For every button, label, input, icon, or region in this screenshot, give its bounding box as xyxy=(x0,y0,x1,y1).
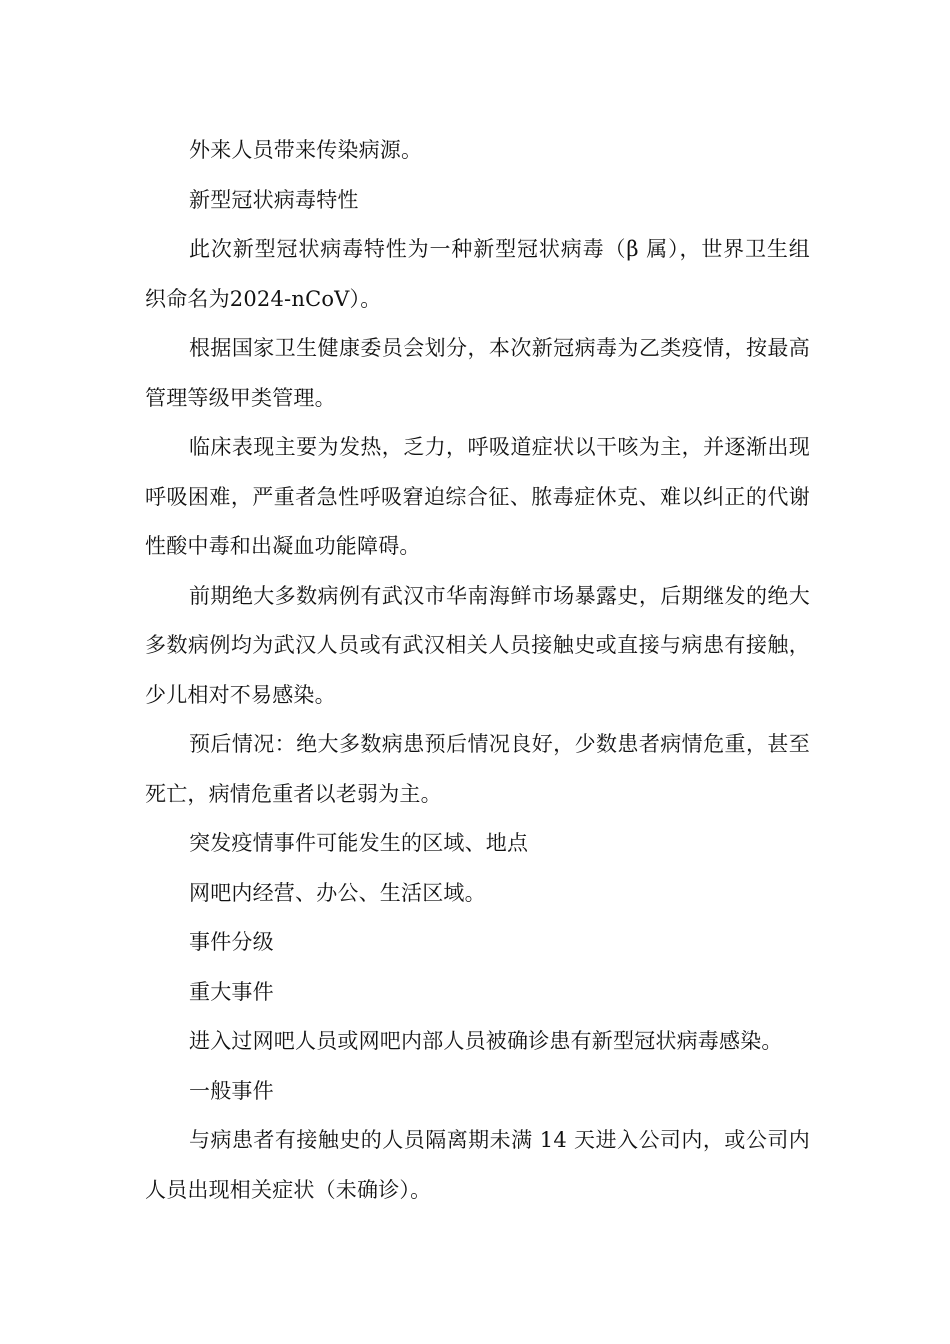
heading-major-event: 重大事件 xyxy=(189,979,274,1004)
paragraph-exposure-history: 前期绝大多数病例有武汉市华南海鲜市场暴露史，后期继发的绝大多数病例均为武汉人员或有武汉相关人员接触史或直接与病患有接触，少儿相对不易感染。 xyxy=(145,583,810,707)
paragraph-classification: 根据国家卫生健康委员会划分，本次新冠病毒为乙类疫情，按最高管理等级甲类管理。 xyxy=(145,336,810,410)
heading-general-event: 一般事件 xyxy=(189,1078,274,1103)
paragraph-prognosis: 预后情况：绝大多数病患预后情况良好，少数患者病情危重，甚至死亡，病情危重者以老弱为主。 xyxy=(145,732,810,806)
paragraph-locations: 网吧内经营、办公、生活区域。 xyxy=(189,880,486,905)
paragraph-clinical-symptoms: 临床表现主要为发热，乏力，呼吸道症状以干咳为主，并逐渐出现呼吸困难，严重者急性呼吸窘迫综合征、脓毒症休克、难以纠正的代谢性酸中毒和出凝血功能障碍。 xyxy=(145,435,810,558)
heading-event-levels: 事件分级 xyxy=(189,930,274,954)
heading-possible-locations: 突发疫情事件可能发生的区域、地点 xyxy=(189,831,529,855)
heading-virus-characteristics: 新型冠状病毒特性 xyxy=(189,187,359,212)
paragraph-general-event: 与病患者有接触史的人员隔离期未满 14 天进入公司内，或公司内人员出现相关症状（未确诊）。 xyxy=(145,1128,810,1202)
paragraph-infection-source: 外来人员带来传染病源。 xyxy=(189,138,423,162)
paragraph-major-event: 进入过网吧人员或网吧内部人员被确诊患有新型冠状病毒感染。 xyxy=(189,1029,783,1053)
paragraph-virus-description: 此次新型冠状病毒特性为一种新型冠状病毒（β 属），世界卫生组织命名为2024-nCoV）。 xyxy=(145,237,810,311)
document-body xyxy=(145,126,810,1215)
